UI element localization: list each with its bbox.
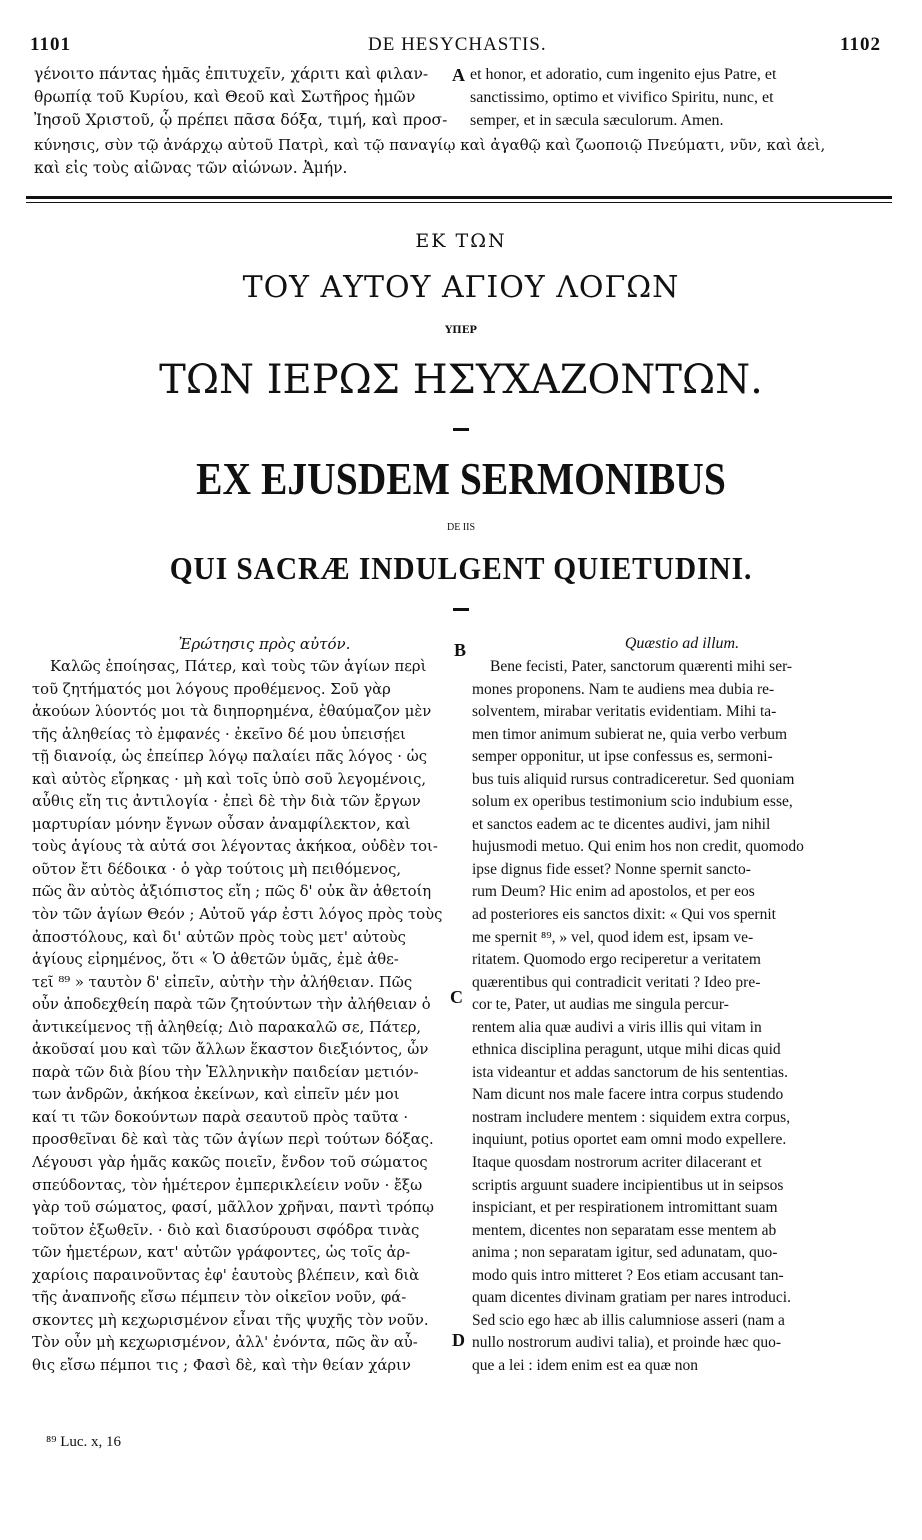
latin-column-heading: Quæstio ad illum. bbox=[624, 635, 740, 652]
greek-line: ἀκοῦσαί μου καὶ τῶν ἄλλων ἕκαστον διεξιόντος, ὧν bbox=[32, 1041, 429, 1059]
greek-line: Τὸν οὖν μὴ κεχωρισμένον, ἀλλ' ἐνόντα, πῶς ἂν αὖ- bbox=[32, 1334, 418, 1352]
greek-line: κύνησις, σὺν τῷ ἀνάρχῳ αὐτοῦ Πατρὶ, καὶ τῷ παναγίῳ καὶ ἀγαθῷ καὶ ζωοποιῷ Πνεύματι, νῦν, καὶ ἀεὶ, bbox=[34, 136, 826, 154]
greek-line: μαρτυρίαν μόνην ἔγνων οὖσαν ἀναμφίλεκτον, καὶ bbox=[32, 815, 411, 833]
greek-line: τεῖ ⁸⁹ » ταυτὸν δ' εἰπεῖν, αὐτὴν τὴν ἀλήθειαν. Πῶς bbox=[32, 973, 413, 991]
title-dash bbox=[453, 428, 469, 431]
greek-line: χαρίοις παραινοῦντας ἐφ' ἑαυτοὺς βλέπειν, καὶ διὰ bbox=[32, 1266, 420, 1284]
latin-line: semper opponitur, ut ipse confessus es, sermoni- bbox=[472, 748, 773, 766]
latin-line: scriptis arguunt suadere incipientibus ut in seipsos bbox=[472, 1176, 784, 1194]
greek-line: πῶς ἂν αὐτὸς ἀξιόπιστος εἴη ; πῶς δ' οὐκ ἂν ἀθετοίη bbox=[32, 883, 432, 901]
latin-line: ritatem. Quomodo ergo reciperetur a veritatem bbox=[472, 951, 761, 969]
latin-line: quam dicentes divinam gratiam per nares introduci. bbox=[472, 1289, 791, 1307]
latin-line: rentem alia quæ audivi a viris illis qui vitam in bbox=[472, 1018, 762, 1036]
greek-line: τοῦτον ἐξωθεῖν. · διὸ καὶ διασύρουσι σφόδρα τινὰς bbox=[32, 1221, 420, 1239]
latin-line: nostram includere mentem : siquidem extra corpus, bbox=[472, 1108, 791, 1126]
latin-line: rum Deum? Hic enim ad apostolos, et per eos bbox=[472, 883, 755, 901]
greek-line: αὖθις εἴη τις ἀντιλογία · ἐπεὶ δὲ τὴν διὰ τῶν ἔργων bbox=[32, 793, 421, 811]
latin-line: que a lei : idem enim est ea quæ non bbox=[472, 1356, 698, 1374]
latin-line: Bene fecisti, Pater, sanctorum quærenti mihi ser- bbox=[490, 658, 793, 675]
greek-line: προσθεῖναι δὲ καὶ τὰς τῶν ἁγίων περὶ τούτων δόξας. bbox=[32, 1131, 434, 1149]
page-number-right: 1102 bbox=[840, 34, 881, 55]
running-title: DE HESYCHASTIS. bbox=[368, 34, 547, 55]
latin-line: Sed scio ego hæc ab illis calumniose asseri (nam a bbox=[472, 1311, 785, 1329]
greek-line: καὶ εἰς τοὺς αἰῶνας τῶν αἰώνων. Ἀμήν. bbox=[34, 159, 348, 177]
greek-line: σπεύδοντας, τὸν ἡμέτερον ἐμπερικλείειν νοῦν · ἔξω bbox=[32, 1176, 423, 1194]
latin-line: me spernit ⁸⁹, » vel, quod idem est, ipsam ve- bbox=[472, 928, 754, 946]
latin-line: inspiciant, et per respirationem intromittant suam bbox=[472, 1199, 778, 1217]
greek-line: Καλῶς ἐποίησας, Πάτερ, καὶ τοὺς τῶν ἁγίων περὶ bbox=[50, 658, 427, 675]
greek-line: ἀντικείμενος τῇ ἀληθείᾳ; Διὸ παρακαλῶ σε, Πάτερ, bbox=[32, 1018, 422, 1036]
page-number-left: 1101 bbox=[30, 34, 71, 55]
latin-line: cor te, Pater, ut audias me singula percur- bbox=[472, 996, 729, 1014]
latin-line: solventem, mirabar veritatis evidentiam. Mihi ta- bbox=[472, 703, 777, 721]
latin-line: solum ex operibus testimonium scio indubium esse, bbox=[472, 793, 793, 811]
greek-line: οὖν ἀποδεχθείη παρὰ τῶν ζητούντων τὴν ἀλήθειαν ὁ bbox=[32, 996, 431, 1014]
greek-line: τῇ διανοίᾳ, ὡς ἐπείπερ λόγῳ παλαίει πᾶς λόγος · ὡς bbox=[32, 748, 428, 766]
latin-line: ipse dignus fide esset? Nonne spernit sancto- bbox=[472, 860, 751, 878]
latin-line: men timor animum subierat ne, quia verbo verbum bbox=[472, 725, 788, 743]
latin-line: sanctissimo, optimo et vivifico Spiritu, nunc, et bbox=[470, 89, 774, 106]
latin-line: quærentibus qui contradicit veritati ? Ideo pre- bbox=[472, 973, 761, 991]
margin-marker-a: A bbox=[452, 65, 465, 85]
title-dash bbox=[453, 608, 469, 611]
latin-line: ad posteriores eis sanctos dixit: « Qui vos spernit bbox=[472, 906, 776, 924]
latin-line: mones proponens. Nam te audiens mea dubia re- bbox=[472, 680, 775, 698]
margin-marker-d: D bbox=[452, 1330, 465, 1350]
greek-line: Λέγουσι γὰρ ἡμᾶς κακῶς ποιεῖν, ἔνδον τοῦ σώματος bbox=[32, 1154, 428, 1172]
greek-line: Ἰησοῦ Χριστοῦ, ᾧ πρέπει πᾶσα δόξα, τιμή, καὶ προσ- bbox=[34, 111, 448, 129]
title-line-3: ΥΠΕΡ bbox=[445, 325, 477, 336]
greek-line: γένοιτο πάντας ἡμᾶς ἐπιτυχεῖν, χάριτι καὶ φιλαν- bbox=[34, 65, 429, 83]
greek-line: τῆς ἀληθείας τὸ ἐμφανές · ἐκεῖνο δέ μου ὑπεισῄει bbox=[32, 725, 406, 743]
greek-line: των ἀνδρῶν, ἀκήκοα ἐκείνων, καὶ εἰπεῖν μέν μοι bbox=[32, 1086, 400, 1104]
latin-column bbox=[472, 632, 892, 1378]
latin-line: ista videantur et addas sanctorum de his sententias. bbox=[472, 1063, 788, 1081]
greek-line: τῆς ἀναπνοῆς εἴσω πέμπειν τὸν οἰκεῖον νοῦν, φά- bbox=[32, 1289, 407, 1307]
latin-line: Itaque quosdam nostrorum acriter dilacerant et bbox=[472, 1154, 762, 1172]
margin-marker-b: B bbox=[454, 640, 467, 660]
greek-column bbox=[32, 632, 457, 1378]
latin-line: bus tuis aliquid rursus contradiceretur. Sed quoniam bbox=[472, 770, 795, 788]
greek-line: γὰρ τοῦ σώματος, φασί, μᾶλλον χρῆναι, παντὶ τρόπῳ bbox=[32, 1199, 434, 1217]
latin-line: Nam dicunt nos male facere intra corpus studendo bbox=[472, 1086, 784, 1104]
latin-line: nullo nostrorum audivi talia), et proinde hæc quo- bbox=[472, 1334, 782, 1352]
greek-line: παρὰ τῶν διὰ βίου τὴν Ἑλληνικὴν παιδείαν μετιόν- bbox=[32, 1063, 419, 1081]
latin-line: semper, et in sæcula sæculorum. Amen. bbox=[470, 112, 724, 129]
latin-line: mentem, dicentes non separatam esse mentem ab bbox=[472, 1221, 777, 1239]
margin-marker-c: C bbox=[450, 987, 463, 1007]
greek-line: τοὺς ἁγίους τὰ αὐτά σοι λέγοντας ἀκήκοα, οὐδὲν τοι- bbox=[32, 838, 438, 856]
title-line-5: EX EJUSDEM SERMONIBUS bbox=[196, 453, 726, 504]
greek-line: τοῦ ζητήματός μοι λόγους προθέμενος. Σοῦ γὰρ bbox=[32, 680, 391, 698]
greek-line: οῦτον ἔτι δέδοικα · ὁ γὰρ τούτοις μὴ πειθόμενος, bbox=[32, 860, 402, 878]
greek-line: θρωπίᾳ τοῦ Κυρίου, καὶ Θεοῦ καὶ Σωτῆρος ἡμῶν bbox=[34, 88, 416, 106]
greek-line: ἀποστόλους, καὶ δι' αὐτῶν πρὸς τοὺς μετ' αὐτοὺς bbox=[32, 928, 406, 946]
title-line-7: QUI SACRÆ INDULGENT QUIETUDINI. bbox=[169, 550, 753, 586]
greek-line: καὶ αὐτὸς εἴρηκας · μὴ καὶ τοῖς ὑπὸ σοῦ λεγομένοις, bbox=[32, 770, 427, 788]
latin-line: hujusmodi metuo. Qui enim hos non credit, quomodo bbox=[472, 838, 804, 856]
section-rule-top bbox=[26, 196, 892, 199]
title-line-2: ΤΟΥ ΑΥΤΟΥ ΑΓΙΟΥ ΛΟΓΩΝ bbox=[242, 270, 680, 305]
title-line-4: ΤΩΝ ΙΕΡΩΣ ΗΣΥΧΑΖΟΝΤΩΝ. bbox=[159, 357, 763, 403]
greek-line: θις εἴσω πέμποι τις ; Φασὶ δὲ, καὶ τὴν θείαν χάριν bbox=[32, 1356, 411, 1374]
greek-column-heading: Ἐρώτησις πρὸς αὐτόν. bbox=[178, 635, 351, 653]
latin-line: ethnica disciplina peragunt, utque mihi dicas quid bbox=[472, 1041, 781, 1059]
latin-line: anima ; non separatam igitur, sed adunatam, quo- bbox=[472, 1244, 778, 1262]
latin-line: et honor, et adoratio, cum ingenito ejus Patre, et bbox=[470, 66, 777, 83]
greek-line: ἀκούων λύοντός μοι τὰ διηπορημένα, ἐθαύμαζον μὲν bbox=[32, 703, 432, 721]
greek-line: τῶν ἡμετέρων, κατ' αὐτῶν γράφοντες, ὡς τοῖς ἀρ- bbox=[32, 1244, 411, 1262]
title-line-6: DE IIS bbox=[446, 522, 476, 533]
latin-line: modo quis intro mitteret ? Eos etiam accusant tan- bbox=[472, 1266, 784, 1284]
latin-line: et sanctos eadem ac te dicentes audivi, jam nihil bbox=[472, 815, 771, 833]
latin-line: inquiunt, potius oportet eam omni modo expellere. bbox=[472, 1131, 787, 1149]
greek-line: σκοντες μὴ κεχωρισμένον εἶναι τῆς ψυχῆς τὸν νοῦν. bbox=[32, 1311, 429, 1329]
greek-line: καί τι τῶν δοκούντων παρὰ σεαυτοῦ πρὸς ταῦτα · bbox=[32, 1108, 409, 1126]
section-rule-bottom bbox=[26, 202, 892, 203]
footnote: ⁸⁹ Luc. x, 16 bbox=[46, 1434, 122, 1450]
title-line-1: ΕΚ ΤΩΝ bbox=[415, 230, 507, 252]
greek-line: ἁγίους εἰρημένος, ὅτι « Ὁ ἀθετῶν ὑμᾶς, ἐμὲ ἀθε- bbox=[32, 951, 399, 969]
greek-line: τὸν τῶν ἁγίων Θεόν ; Αὐτοῦ γάρ ἐστι λόγος πρὸς τοὺς bbox=[32, 906, 443, 924]
